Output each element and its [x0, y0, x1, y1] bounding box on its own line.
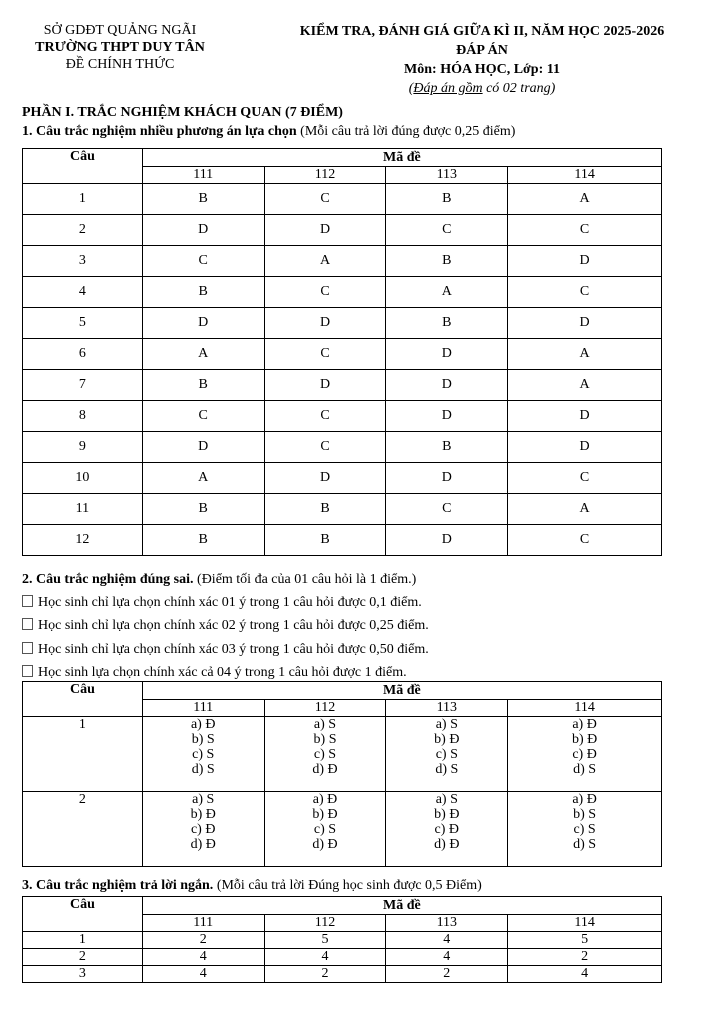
- answer-cell: B: [142, 277, 264, 308]
- answer-cell: A: [386, 277, 508, 308]
- statement-answer: a) S: [192, 792, 215, 807]
- answer-cell: [142, 717, 264, 792]
- question-number: 8: [23, 401, 143, 432]
- statement-answer: d) S: [191, 762, 215, 777]
- header-row: [23, 149, 662, 167]
- statement-answer: c) S: [313, 822, 337, 837]
- answer-cell: 2: [508, 949, 662, 966]
- exam-code-header: 114: [508, 167, 662, 184]
- answer-cell: B: [386, 308, 508, 339]
- answer-cell: B: [386, 246, 508, 277]
- checkbox-icon: [22, 618, 33, 630]
- question-number: 5: [23, 308, 143, 339]
- answer-cell: D: [264, 308, 386, 339]
- table-row: [23, 401, 662, 432]
- answer-cell: A: [508, 494, 662, 525]
- answer-cell: B: [386, 184, 508, 215]
- statement-answer: c) S: [313, 747, 337, 762]
- exam-code-header: 113: [386, 700, 508, 717]
- column-header-cau: Câu: [23, 682, 143, 717]
- answer-cell: [386, 717, 508, 792]
- answer-cell: D: [264, 463, 386, 494]
- table-row: [23, 717, 662, 792]
- table-row: [23, 792, 662, 867]
- school-name: TRƯỜNG THPT DUY TÂN: [35, 40, 205, 55]
- column-header-ma-de: Mã đề: [142, 682, 661, 700]
- answer-cell: C: [508, 525, 662, 556]
- answer-cell: 4: [386, 949, 508, 966]
- subject-line: Môn: HÓA HỌC, Lớp: 11: [404, 62, 560, 77]
- part1-heading: PHẦN I. TRẮC NGHIỆM KHÁCH QUAN (7 ĐIỂM): [22, 105, 343, 120]
- answer-cell: D: [142, 432, 264, 463]
- answer-cell: D: [386, 463, 508, 494]
- question-number: 4: [23, 277, 143, 308]
- answer-cell: 2: [264, 966, 386, 983]
- answer-cell: D: [508, 246, 662, 277]
- statement-answer: d) S: [573, 837, 597, 852]
- answer-cell: C: [264, 184, 386, 215]
- exam-code-header: 112: [264, 915, 386, 932]
- answer-cell: C: [264, 401, 386, 432]
- section3-title: 3. Câu trắc nghiệm trả lời ngắn. (Mỗi câu trả lời Đúng học sinh được 0,5 Điểm): [22, 878, 482, 893]
- statement-answer: c) S: [573, 822, 596, 837]
- answer-cell: B: [142, 494, 264, 525]
- answer-cell: 4: [508, 966, 662, 983]
- answer-cell: D: [386, 525, 508, 556]
- statement-answer: b) S: [191, 732, 215, 747]
- statement-answer: a) Đ: [572, 717, 597, 732]
- statement-answer: b) Đ: [434, 732, 460, 747]
- exam-header: [262, 22, 702, 98]
- statement-answer: b) Đ: [190, 807, 216, 822]
- table-row: [23, 308, 662, 339]
- bullet-item: Học sinh chỉ lựa chọn chính xác 01 ý trong 1 câu hỏi được 0,1 điểm.: [22, 594, 422, 611]
- exam-code-header: 113: [386, 915, 508, 932]
- answer-cell: C: [264, 339, 386, 370]
- page-count-note: (Đáp án gồm có 02 trang): [408, 81, 556, 96]
- section2-title: 2. Câu trắc nghiệm đúng sai. (Điểm tối đa của 01 câu hỏi là 1 điểm.): [22, 572, 417, 587]
- question-number: 1: [23, 932, 143, 949]
- bullet-item: Học sinh chỉ lựa chọn chính xác 03 ý trong 1 câu hỏi được 0,50 điểm.: [22, 641, 429, 658]
- statement-answer: b) Đ: [434, 807, 460, 822]
- answer-cell: [386, 792, 508, 867]
- question-number: 2: [23, 792, 143, 867]
- statement-answer: a) S: [435, 792, 458, 807]
- answer-cell: C: [508, 463, 662, 494]
- answer-cell: D: [264, 370, 386, 401]
- statement-answer: a) Đ: [312, 792, 338, 807]
- exam-code-header: 114: [508, 700, 662, 717]
- statement-answer: d) S: [573, 762, 597, 777]
- header-row: [23, 897, 662, 915]
- statement-answer: b) S: [313, 732, 337, 747]
- table-row: [23, 966, 662, 983]
- statement-answer: d) Đ: [190, 837, 216, 852]
- answer-cell: A: [264, 246, 386, 277]
- statement-answer: c) Đ: [572, 747, 597, 762]
- true-false-table: [22, 681, 662, 867]
- answer-cell: 4: [142, 966, 264, 983]
- question-number: 6: [23, 339, 143, 370]
- table-row: [23, 339, 662, 370]
- answer-cell: [264, 792, 386, 867]
- column-header-ma-de: Mã đề: [142, 149, 661, 167]
- official-label: ĐỀ CHÍNH THỨC: [65, 57, 175, 72]
- section1-title: 1. Câu trắc nghiệm nhiều phương án lựa chọn (Mỗi câu trả lời đúng được 0,25 điểm): [22, 124, 516, 139]
- checkbox-icon: [22, 642, 33, 654]
- question-number: 1: [23, 717, 143, 792]
- exam-code-header: 112: [264, 167, 386, 184]
- column-header-cau: Câu: [23, 897, 143, 932]
- table-row: [23, 246, 662, 277]
- answer-cell: A: [142, 339, 264, 370]
- statement-answer: b) S: [573, 807, 597, 822]
- table-row: [23, 215, 662, 246]
- statement-answer: b) Đ: [312, 807, 338, 822]
- answer-cell: 4: [386, 932, 508, 949]
- answer-cell: C: [508, 277, 662, 308]
- statement-answer: a) S: [435, 717, 458, 732]
- question-number: 1: [23, 184, 143, 215]
- answer-cell: [264, 717, 386, 792]
- statement-answer: b) Đ: [571, 732, 598, 747]
- answer-cell: D: [508, 401, 662, 432]
- statement-answer: c) S: [435, 747, 458, 762]
- answer-cell: B: [142, 184, 264, 215]
- exam-code-header: 112: [264, 700, 386, 717]
- answer-cell: A: [508, 370, 662, 401]
- answer-cell: A: [508, 339, 662, 370]
- statement-answer: d) S: [435, 762, 459, 777]
- answer-cell: D: [386, 401, 508, 432]
- question-number: 2: [23, 949, 143, 966]
- header-row: [23, 682, 662, 700]
- answer-cell: 2: [386, 966, 508, 983]
- answer-cell: [508, 792, 662, 867]
- answer-cell: C: [386, 215, 508, 246]
- table-row: [23, 494, 662, 525]
- answer-cell: 4: [264, 949, 386, 966]
- answer-cell: B: [142, 370, 264, 401]
- answer-cell: C: [508, 215, 662, 246]
- answer-key-label: ĐÁP ÁN: [456, 43, 508, 58]
- exam-code-header: 111: [142, 915, 264, 932]
- table-row: [23, 432, 662, 463]
- answer-cell: C: [386, 494, 508, 525]
- statement-answer: a) Đ: [572, 792, 597, 807]
- answer-cell: C: [264, 277, 386, 308]
- answer-cell: D: [264, 215, 386, 246]
- multiple-choice-table: [22, 148, 662, 556]
- answer-cell: A: [508, 184, 662, 215]
- table-row: [23, 525, 662, 556]
- statement-answer: d) Đ: [312, 762, 338, 777]
- question-number: 3: [23, 246, 143, 277]
- question-number: 10: [23, 463, 143, 494]
- answer-cell: B: [264, 525, 386, 556]
- answer-cell: B: [386, 432, 508, 463]
- table-row: [23, 932, 662, 949]
- answer-cell: D: [386, 339, 508, 370]
- statement-answer: d) Đ: [312, 837, 338, 852]
- answer-cell: D: [142, 215, 264, 246]
- bullet-item: Học sinh chỉ lựa chọn chính xác 02 ý trong 1 câu hỏi được 0,25 điểm.: [22, 617, 429, 634]
- question-number: 12: [23, 525, 143, 556]
- answer-cell: 5: [508, 932, 662, 949]
- answer-cell: C: [142, 401, 264, 432]
- table-row: [23, 277, 662, 308]
- statement-answer: c) Đ: [434, 822, 460, 837]
- answer-cell: D: [508, 432, 662, 463]
- answer-cell: B: [264, 494, 386, 525]
- answer-cell: C: [264, 432, 386, 463]
- school-header: [22, 22, 218, 73]
- checkbox-icon: [22, 665, 33, 677]
- statement-answer: a) S: [313, 717, 337, 732]
- exam-code-header: 111: [142, 700, 264, 717]
- short-answer-table: [22, 896, 662, 983]
- answer-cell: B: [142, 525, 264, 556]
- answer-cell: [508, 717, 662, 792]
- answer-cell: 2: [142, 932, 264, 949]
- bullet-item: Học sinh lựa chọn chính xác cả 04 ý trong 1 câu hỏi được 1 điểm.: [22, 664, 407, 681]
- question-number: 2: [23, 215, 143, 246]
- answer-cell: D: [386, 370, 508, 401]
- exam-code-header: 111: [142, 167, 264, 184]
- column-header-ma-de: Mã đề: [142, 897, 661, 915]
- answer-cell: [142, 792, 264, 867]
- checkbox-icon: [22, 595, 33, 607]
- answer-cell: 4: [142, 949, 264, 966]
- question-number: 9: [23, 432, 143, 463]
- table-row: [23, 949, 662, 966]
- exam-title: KIỂM TRA, ĐÁNH GIÁ GIỮA KÌ II, NĂM HỌC 2025-2026: [299, 24, 665, 39]
- column-header-cau: Câu: [23, 149, 143, 184]
- question-number: 7: [23, 370, 143, 401]
- table-row: [23, 184, 662, 215]
- table-row: [23, 370, 662, 401]
- statement-answer: d) Đ: [434, 837, 460, 852]
- department-name: SỞ GDĐT QUẢNG NGÃI: [43, 23, 197, 38]
- statement-answer: a) Đ: [190, 717, 216, 732]
- answer-cell: A: [142, 463, 264, 494]
- question-number: 11: [23, 494, 143, 525]
- exam-code-header: 113: [386, 167, 508, 184]
- answer-cell: C: [142, 246, 264, 277]
- answer-cell: D: [508, 308, 662, 339]
- answer-cell: 5: [264, 932, 386, 949]
- question-number: 3: [23, 966, 143, 983]
- table-row: [23, 463, 662, 494]
- answer-cell: D: [142, 308, 264, 339]
- statement-answer: c) S: [192, 747, 215, 762]
- exam-code-header: 114: [508, 915, 662, 932]
- statement-answer: c) Đ: [190, 822, 216, 837]
